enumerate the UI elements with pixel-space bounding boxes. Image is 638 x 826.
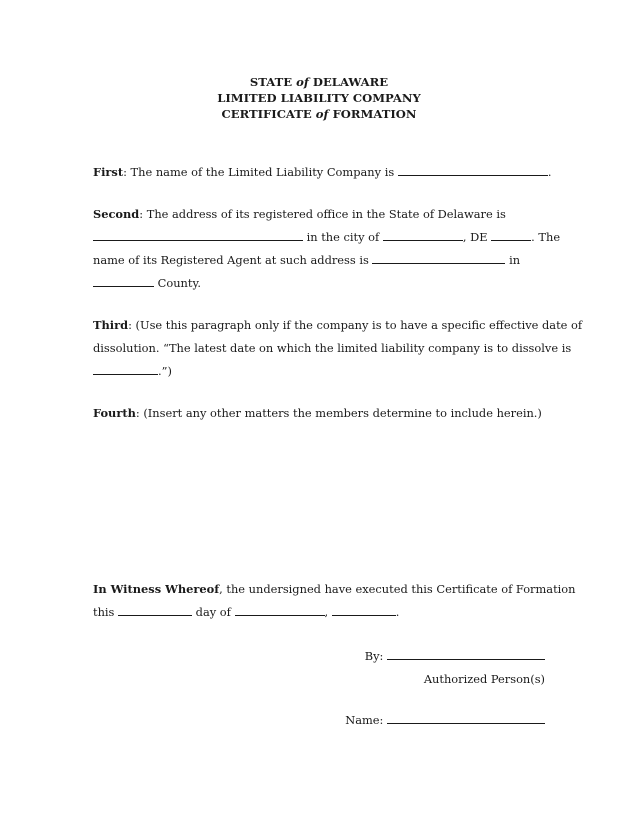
witness-paragraph [93,578,576,624]
day-field[interactable] [118,604,192,616]
title-line-1-pre: STATE [249,75,297,89]
year-field[interactable] [332,604,396,616]
county-label: County. [154,276,201,290]
company-name-field[interactable] [398,164,548,176]
second-line-4 [93,272,563,295]
document-title [0,74,638,122]
witness-line-2-end: . [395,605,400,619]
de-label: , DE [462,230,492,244]
second-line-3 [93,249,563,272]
title-line-3 [0,106,638,122]
fourth-line-1 [93,402,563,425]
first-label: First [93,165,124,179]
name-label: Name: [345,713,387,727]
fourth-text: : (Insert any other matters the members determine to include herein.) [135,406,542,420]
third-label: Third [93,318,129,332]
title-line-2: LIMITED LIABILITY COMPANY [217,91,421,105]
fourth-paragraph [93,402,563,425]
second-paragraph [93,203,563,295]
first-line-1 [93,161,563,184]
second-label: Second [93,207,140,221]
third-line-1 [93,314,583,337]
name-signature-block [345,709,545,732]
printed-name-field[interactable] [387,712,545,724]
city-field[interactable] [383,229,463,241]
day-of-label: day of [192,605,235,619]
title-line-1 [0,74,638,90]
first-paragraph [93,161,563,184]
title-line-3-pre: CERTIFICATE [221,107,316,121]
witness-label: In Witness Whereof [93,582,220,596]
second-line-2 [93,226,563,249]
authorized-person-caption: Authorized Person(s) [423,672,545,686]
county-field[interactable] [93,275,154,287]
third-line-1-text: : (Use this paragraph only if the company is to have a specific effective date of [128,318,583,332]
second-line-1 [93,203,563,226]
second-line-2-end: . The [531,230,561,244]
fourth-label: Fourth [93,406,136,420]
third-paragraph [93,314,583,383]
by-signature-block [365,645,545,691]
name-line [345,709,545,732]
comma-label: , [324,605,332,619]
registered-office-address-field[interactable] [93,229,303,241]
third-line-3 [93,360,563,383]
signature-field[interactable] [387,648,545,660]
dissolution-date-field[interactable] [93,363,158,375]
this-label: this [93,605,119,619]
month-field[interactable] [235,604,325,616]
second-line-3-text: name of its Registered Agent at such address is [93,253,373,267]
witness-line-1 [93,578,576,601]
title-line-1-em: of [296,75,309,89]
second-line-3-end: in [505,253,521,267]
third-line-2: dissolution. “The latest date on which the limited liability company is to dissolve is [93,341,572,355]
witness-line-1-text: , the undersigned have executed this Certificate of Formation [219,582,576,596]
witness-line-2 [93,601,563,624]
second-line-1-text: : The address of its registered office in the State of Delaware is [139,207,506,221]
by-label: By: [364,649,387,663]
third-line-3-end: .”) [158,364,172,378]
by-line [365,645,545,668]
city-label: in the city of [303,230,383,244]
first-text: : The name of the Limited Liability Company is [123,165,398,179]
title-line-1-post: DELAWARE [308,75,389,89]
registered-agent-field[interactable] [372,252,505,264]
title-line-3-post: FORMATION [328,107,417,121]
title-line-3-em: of [315,107,329,121]
zip-field[interactable] [491,229,531,241]
first-end: . [547,165,552,179]
